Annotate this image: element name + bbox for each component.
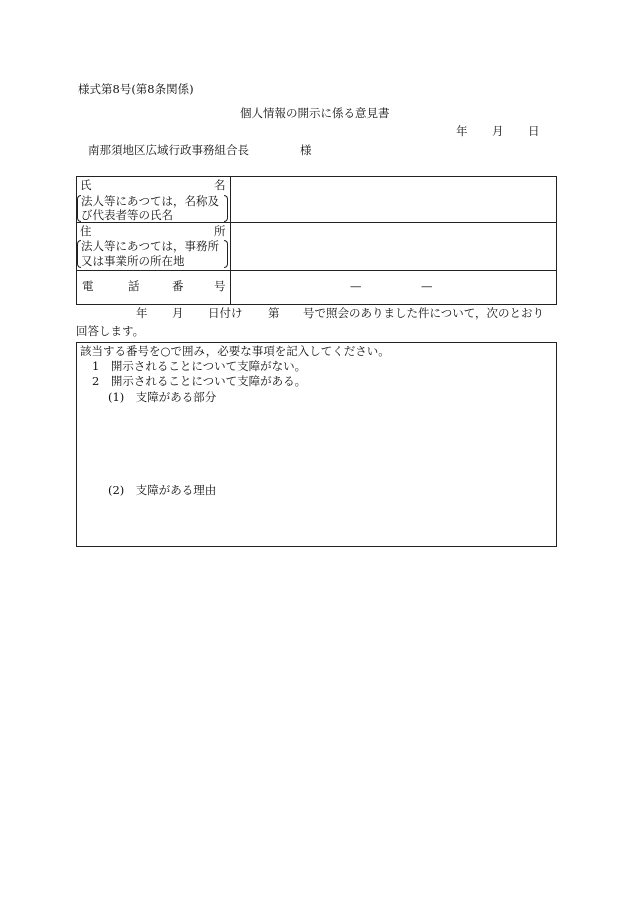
address-label-right: 所 <box>214 224 226 238</box>
reply-month-label: 月 <box>172 306 184 320</box>
addressee-honorific: 様 <box>300 143 312 157</box>
form-number: 様式第8号(第8条関係) <box>78 82 194 96</box>
addressee-name: 南那須地区広域行政事務組合長 <box>88 143 249 157</box>
phone-label-char: 話 <box>128 279 140 293</box>
address-label-left: 住 <box>80 224 92 238</box>
table-row-divider <box>76 222 557 223</box>
obstruction-reason-field[interactable] <box>120 500 550 544</box>
reply-dai: 第 <box>268 306 280 320</box>
reply-sentence-line2: 回答します。 <box>76 324 145 338</box>
reply-date-suffix: 日付け <box>208 306 243 320</box>
obstructed-part-field[interactable] <box>120 408 550 480</box>
table-row-divider <box>76 270 557 271</box>
address-note-line2: 又は事業所の所在地 <box>81 254 185 268</box>
phone-field[interactable] <box>232 272 555 303</box>
phone-label-char: 号 <box>214 279 226 293</box>
name-note-bracket-right <box>224 195 228 222</box>
address-note-bracket-right <box>224 240 228 268</box>
name-label-left: 氏 <box>80 178 92 192</box>
name-label-right: 名 <box>214 178 226 192</box>
phone-label-char: 電 <box>82 279 94 293</box>
date-month-label: 月 <box>492 124 504 138</box>
answer-sub-item-1: (1) 支障がある部分 <box>108 390 217 404</box>
answer-option-2: 2 開示されることについて支障がある。 <box>92 374 307 388</box>
date-day-label: 日 <box>528 124 540 138</box>
answer-sub-item-2: (2) 支障がある理由 <box>108 483 217 497</box>
name-note-line1: 法人等にあつては，名称及 <box>81 194 219 208</box>
phone-label-char: 番 <box>172 279 184 293</box>
name-note-line2: び代表者等の氏名 <box>81 208 173 222</box>
answer-instruction: 該当する番号を○で囲み，必要な事項を記入してください。 <box>80 344 390 358</box>
address-field[interactable] <box>232 224 555 269</box>
reply-sentence: 号で照会のありました件について，次のとおり <box>303 306 545 320</box>
page-title: 個人情報の開示に係る意見書 <box>240 106 390 120</box>
phone-dash: — <box>350 279 362 293</box>
answer-option-1: 1 開示されることについて支障がない。 <box>92 359 307 373</box>
address-note-line1: 法人等にあつては，事務所 <box>81 239 219 253</box>
name-field[interactable] <box>232 178 555 221</box>
table-column-divider <box>230 176 231 305</box>
date-year-label: 年 <box>456 124 468 138</box>
reply-year-label: 年 <box>136 306 148 320</box>
phone-dash: — <box>421 279 433 293</box>
